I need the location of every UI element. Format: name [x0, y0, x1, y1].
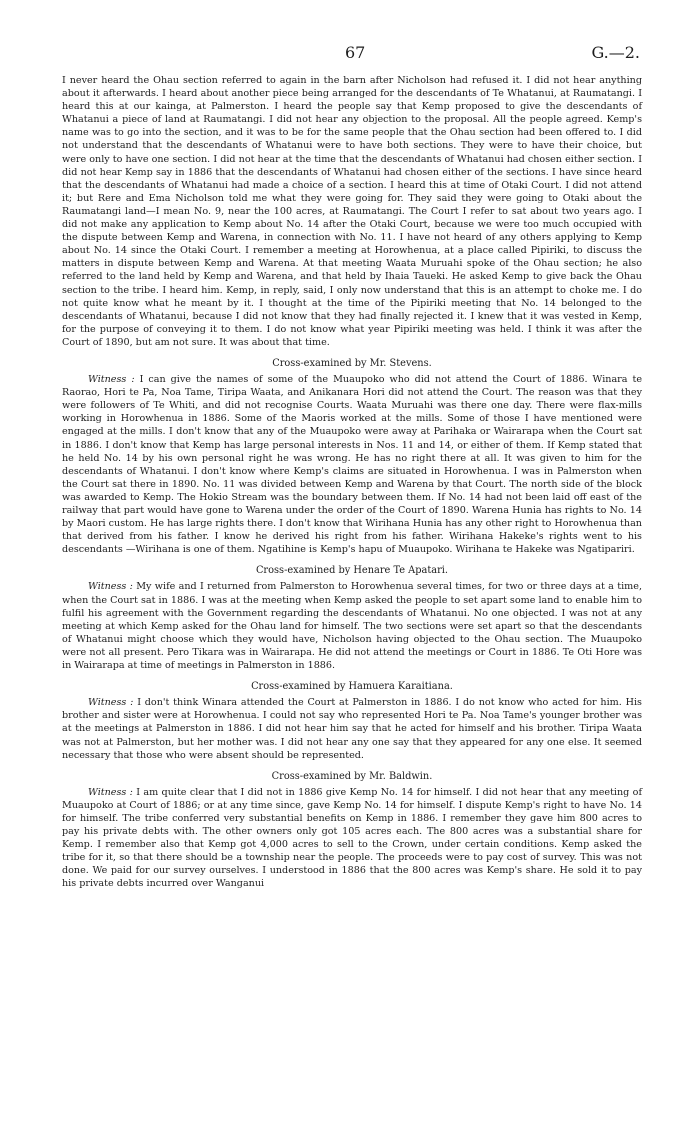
witness-label: Witness :: [88, 697, 134, 709]
witness-label: Witness :: [88, 581, 133, 593]
witness-label: Witness :: [88, 786, 133, 798]
section-heading: Cross-examined by Mr. Stevens.: [272, 357, 432, 369]
testimony-text: I am quite clear that I did not in 1886 give Kemp No. 14 for himself. I did not hear that any meeting of Muaupoko at Court of 1886; or at any time since, gave Kemp No. 14 for himself. I dispute Kemp's right to have No. 14 for himself. The tribe conferred very substantial benefits on Kemp in 1886. I remember they gave him 800 acres to pay his private debts with. The other owners only got 105 acres each. The 800 acres was a substantial share for Kemp. I remember also that Kemp got 4,000 acres to sell to the Crown, under certain conditions. Kemp asked the tribe for it, so that there should be a township near the people. The proceeds were to pay cost of survey. This was not done. We paid for our survey ourselves. I understood in 1886 that the 800 acres was Kemp's share. He sold it to pay his private debts incurred over Wanganui: [62, 786, 642, 890]
page-number: 67: [345, 43, 366, 62]
section-baldwin: [62, 770, 642, 891]
section-stevens: [62, 357, 642, 556]
section-heading: Cross-examined by Hamuera Karaitiana.: [251, 681, 453, 693]
testimony-paragraph: [62, 696, 642, 761]
document-body: [62, 74, 642, 891]
testimony-text: I can give the names of some of the Muaupoko who did not attend the Court of 1886. Winara te Raorao, Hori te Pa, Noa Tame, Tiripa Waata, and Anikanara Hori did not attend the Court. The reason was that they were followers of Te Whiti, and did not recognise Courts. Waata Muruahi was there one day. There were flax-mills working in Horowhenua in 1886. Some of the Maoris worked at the mills. Some of those I have mentioned were engaged at the mills. I don't know that any of the Muaupoko were away at Parihaka or Wairarapa when the Court sat in 1886. I don't know that Kemp has large personal interests in Nos. 11 and 14, or either of them. If Kemp stated that he held No. 14 by his own personal right he was wrong. He has no right there at all. It was given to him for the descendants of Whatanui. I don't know where Kemp's claims are situated in Horowhenua. I was in Palmerston when the Court sat there in 1890. No. 11 was divided between Kemp and Warena by that Court. The north side of the block was awarded to Kemp. The Hokio Stream was the boundary between them. If No. 14 had not been laid off east of the railway that part would have gone to Warena under the order of the Court of 1890. Warena Hunia has rights to No. 14 by Maori custom. He has large rights there. I don't know that Wirihana Hunia has any other right to Horowhenua than that derived from his father. I know he derived his right from his father. Wirihana Hakeke's rights went to his descendants —Wirihana is one of them. Ngatihine is Kemp's hapu of Muaupoko. Wirihana te Hakeke was Ngatipariri.: [62, 374, 643, 556]
testimony-paragraph: [62, 786, 642, 891]
testimony-paragraph: [62, 580, 642, 672]
testimony-text: My wife and I returned from Palmerston to Horowhenua several times, for two or three days at a time, when the Court sat in 1886. I was at the meeting when Kemp asked the people to set apart some land to enable him to fulfil his agreement with the Government regarding the descendants of Whatanui. No one objected. I was not at any meeting at which Kemp asked for the Ohau land for himself. The two sections were set apart so that the descendants of Whatanui might choose which they would have, Nicholson having objected to the Ohau section. The Muaupoko were not all present. Pero Tikara was in Wairarapa. He did not attend the meetings or Court in 1886. Te Oti Hore was in Wairarapa at time of meetings in Palmerston in 1886.: [62, 581, 642, 672]
witness-label: Witness :: [88, 374, 135, 386]
section-heading: Cross-examined by Mr. Baldwin.: [271, 770, 433, 782]
document-reference: G.—2.: [591, 43, 640, 62]
opening-paragraph: I never heard the Ohau section referred to again in the barn after Nicholson had refused it. I did not hear anything about it afterwards. I heard about another piece being arranged for the descendants of Te Whatanui, at Raumatangi. I heard this at our kainga, at Palmerston. I heard the people say that Kemp proposed to give the descendants of Whatanui a piece of land at Raumatangi. I did not hear any objection to the proposal. All the people agreed. Kemp's name was to go into the section, and it was to be for the same people that the Ohau section had been offered to. I did not understand that the descendants of Whatanui were to have both sections. They were to have their choice, but were only to have one section. I did not hear at the time that the descendants of Whatanui had chosen either section. I did not hear Kemp say in 1886 that the descendants of Whatanui had chosen either of the sections. I have since heard that the descendants of Whatanui had made a choice of a section. I heard this at time of Otaki Court. I did not attend it; but Rere and Ema Nicholson told me what they were going for. They said they were going to Otaki about the Raumatangi land—I mean No. 9, near the 100 acres, at Raumatangi. The Court I refer to sat about two years ago. I did not make any application to Kemp about No. 14 after the Otaki Court, because we were too much occupied with the dispute between Kemp and Warena, in connection with No. 11. I have not heard of any others applying to Kemp about No. 14 since the Otaki Court. I remember a meeting at Horowhenua, at a place called Pipiriki, to discuss the matters in dispute between Kemp and Warena. At that meeting Waata Muruahi spoke of the Ohau section; he also referred to the land held by Kemp and Warena, and that held by Ihaia Taueki. He asked Kemp to give back the Ohau section to the tribe. I heard him. Kemp, in reply, said, I only now understand that this is an attempt to choke me. I do not quite know what he meant by it. I thought at the time of the Pipiriki meeting that No. 14 belonged to the descendants of Whatanui, because I did not know that they had finally rejected it. I knew that it was vested in Kemp, for the purpose of conveying it to them. I do not know what year Pipiriki meeting was held. I think it was after the Court of 1890, but am not sure. It was about that time.: [62, 75, 642, 348]
page-header: [62, 40, 642, 74]
testimony-text: I don't think Winara attended the Court at Palmerston in 1886. I do not know who acted for him. His brother and sister were at Horowhenua. I could not say who represented Hori te Pa. Noa Tame's younger brother was at the meetings at Palmerston in 1886. I did not hear him say that he acted for himself and his brother. Tiripa Waata was not at Palmerston, but her mother was. I did not hear any one say that they appeared for any one else. It seemed necessary that those who were absent should be represented.: [62, 697, 642, 761]
section-henare-te-apatari: [62, 564, 642, 672]
section-heading: Cross-examined by Henare Te Apatari.: [255, 565, 449, 577]
testimony-paragraph: [62, 373, 642, 556]
section-hamuera-karaitiana: [62, 680, 642, 762]
